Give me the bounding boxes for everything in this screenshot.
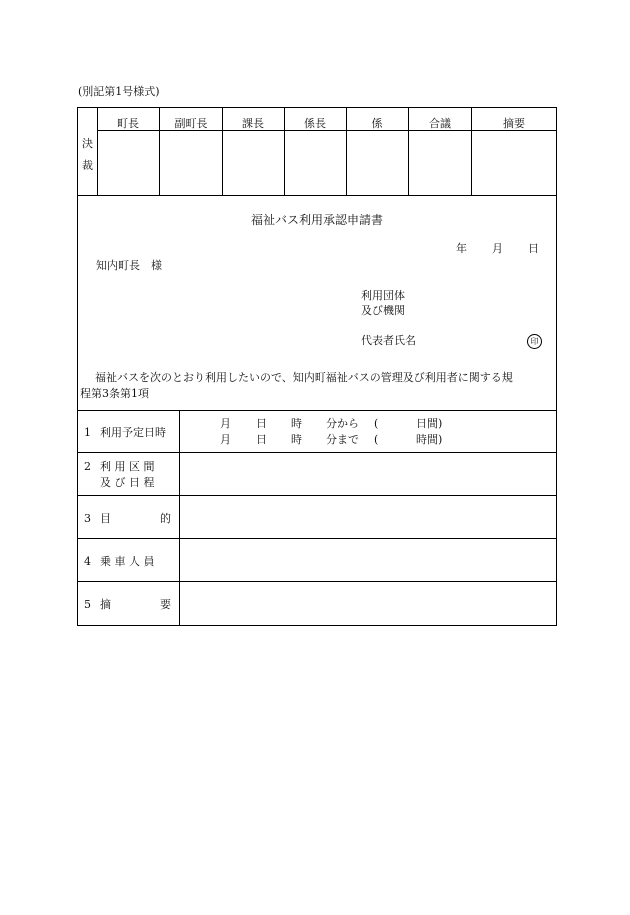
row-label-remarks: 摘 [100,598,111,611]
form-number-label: (別記第1号様式) [78,85,160,98]
row-label-passengers: 乗 車 人 員 [100,555,155,568]
approval-side-column [78,108,98,195]
row-label-schedule: 利用予定日時 [100,426,166,439]
request-text: 福祉バスを次のとおり利用したいので、知内町福祉バスの管理及び利用者に関する規 [95,371,513,384]
details-row-divider [78,581,556,582]
date-month: 月 [492,242,503,255]
details-column-divider [179,410,180,625]
approval-table [77,107,557,196]
approval-header-consultation: 合議 [429,117,451,130]
schedule-day: 日 [256,417,267,430]
row-label-purpose: 目 [100,512,111,525]
schedule-day: 日 [256,433,267,446]
row-label-route: 及 び 日 程 [100,476,155,489]
row-number: 4 [84,555,91,568]
representative-name-label: 代表者氏名 [361,334,416,347]
approval-header-subsection-chief: 係長 [304,117,326,130]
approval-header-mayor: 町長 [117,117,139,130]
details-table [77,410,557,626]
details-row-divider [78,495,556,496]
details-row-divider [78,538,556,539]
row-label-route: 利 用 区 間 [100,460,155,473]
date-year: 年 [456,242,467,255]
row-number: 2 [84,460,91,473]
approval-header-staff: 係 [371,117,383,130]
schedule-month: 月 [220,417,231,430]
request-text: 程第3条第1項 [80,387,149,400]
schedule-hours: 時間) [416,433,443,446]
details-row-divider [78,452,556,453]
applicant-org-label: 利用団体 [361,289,405,302]
schedule-paren: ( [374,433,379,446]
date-day: 日 [528,242,539,255]
schedule-paren: ( [374,417,379,430]
row-number: 3 [84,512,91,525]
schedule-from: 分から [326,417,359,430]
schedule-days: 日間) [416,417,443,430]
approval-header-remarks: 摘要 [503,117,525,130]
document-title: 福祉バス利用承認申請書 [251,213,384,227]
approval-header-deputy-mayor: 副町長 [174,117,208,130]
applicant-org-label: 及び機関 [361,304,405,317]
schedule-hour: 時 [291,433,302,446]
schedule-until: 分まで [326,433,359,446]
approval-header-section-chief: 課長 [242,117,264,130]
seal-mark: 印 [527,334,542,349]
row-label-remarks: 要 [160,598,171,611]
schedule-hour: 時 [291,417,302,430]
row-number: 1 [84,426,91,439]
addressee: 知内町長 様 [96,259,162,272]
approval-side-char: 決 [82,137,93,150]
row-label-purpose: 的 [160,512,171,525]
approval-side-char: 裁 [82,159,93,172]
schedule-month: 月 [220,433,231,446]
row-number: 5 [84,598,91,611]
